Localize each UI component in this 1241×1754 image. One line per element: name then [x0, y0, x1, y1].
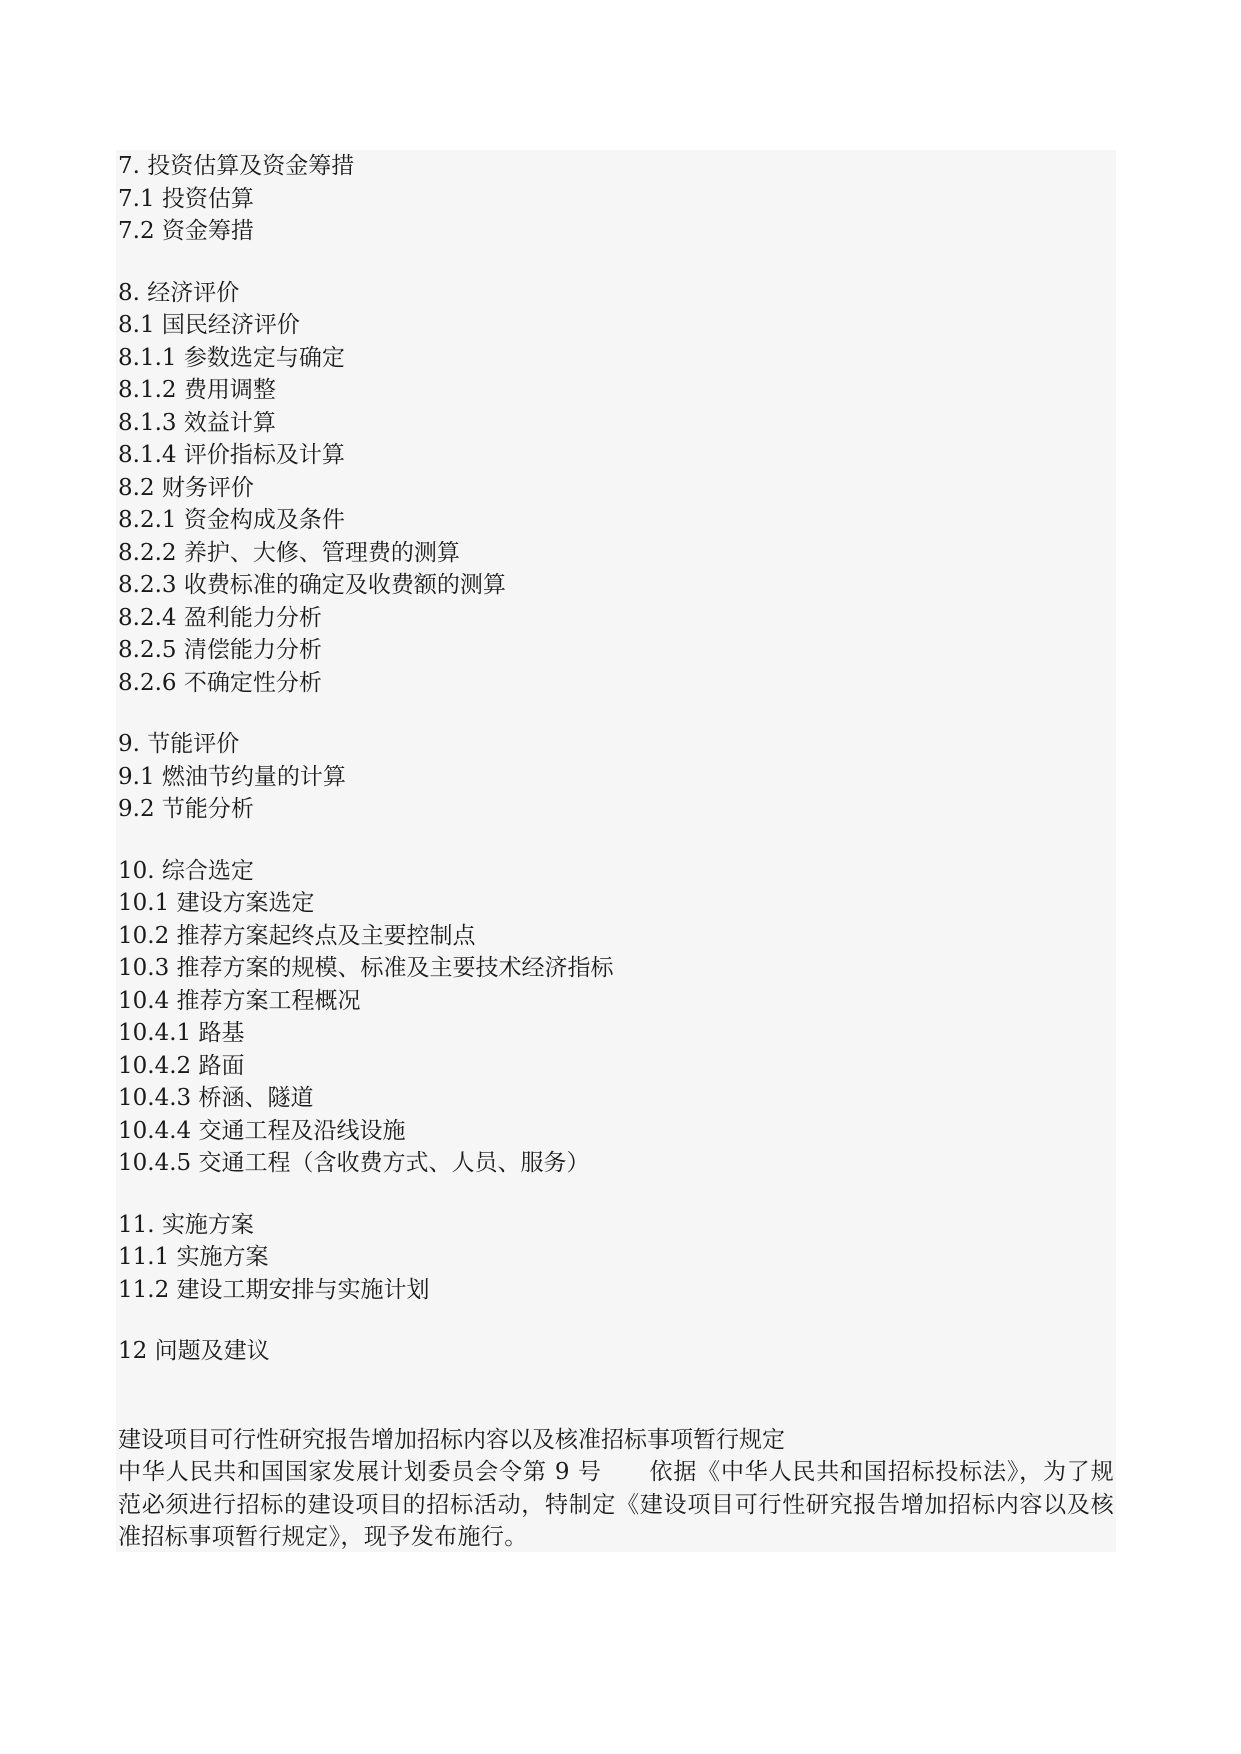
item-11-2: 11.2 建设工期安排与实施计划 — [118, 1276, 430, 1303]
section-7 — [118, 150, 1114, 248]
heading-8: 8. 经济评价 — [118, 279, 240, 306]
section-10 — [118, 855, 1114, 1180]
section-9 — [118, 728, 1114, 826]
item-10-4-3: 10.4.3 桥涵、隧道 — [118, 1085, 314, 1111]
item-10-4-4: 10.4.4 交通工程及沿线设施 — [118, 1117, 406, 1144]
spacer — [118, 1368, 1114, 1424]
item-8-2-6: 8.2.6 不确定性分析 — [118, 669, 322, 696]
item-8-2-1: 8.2.1 资金构成及条件 — [118, 507, 345, 533]
item-7-1: 7.1 投资估算 — [118, 185, 254, 212]
spacer — [118, 1180, 1114, 1209]
spacer — [118, 248, 1114, 277]
item-10-4-5: 10.4.5 交通工程（含收费方式、人员、服务） — [118, 1150, 590, 1176]
item-10-4: 10.4 推荐方案工程概况 — [118, 987, 361, 1014]
item-8-2-5: 8.2.5 清偿能力分析 — [118, 637, 322, 663]
heading-10: 10. 综合选定 — [118, 857, 254, 884]
item-8-2-4: 8.2.4 盈利能力分析 — [118, 604, 322, 631]
section-12 — [118, 1335, 1114, 1368]
item-8-2: 8.2 财务评价 — [118, 474, 254, 501]
regulation-body: 中华人民共和国国家发展计划委员会令第 9 号 依据《中华人民共和国招标投标法》，为了规范必须进行招标的建设项目的招标活动，特制定《建设项目可行性研究报告增加招标内容以及核准招标事项暂行规定》，现予发布施行。 — [118, 1459, 1114, 1550]
item-10-3: 10.3 推荐方案的规模、标准及主要技术经济指标 — [118, 955, 614, 981]
section-8 — [118, 277, 1114, 700]
item-11-1: 11.1 实施方案 — [118, 1244, 269, 1270]
item-10-4-2: 10.4.2 路面 — [118, 1052, 245, 1079]
item-9-2: 9.2 节能分析 — [118, 796, 254, 822]
section-11 — [118, 1209, 1114, 1307]
regulation-block — [118, 1424, 1114, 1554]
item-10-2: 10.2 推荐方案起终点及主要控制点 — [118, 922, 476, 949]
heading-11: 11. 实施方案 — [118, 1211, 254, 1238]
item-8-1: 8.1 国民经济评价 — [118, 312, 300, 338]
item-8-1-2: 8.1.2 费用调整 — [118, 377, 276, 403]
item-10-4-1: 10.4.1 路基 — [118, 1020, 245, 1046]
item-8-1-1: 8.1.1 参数选定与确定 — [118, 344, 345, 371]
item-7-2: 7.2 资金筹措 — [118, 218, 254, 244]
item-10-1: 10.1 建设方案选定 — [118, 890, 315, 916]
regulation-title: 建设项目可行性研究报告增加招标内容以及核准招标事项暂行规定 — [118, 1426, 785, 1453]
item-8-1-3: 8.1.3 效益计算 — [118, 409, 276, 436]
item-8-1-4: 8.1.4 评价指标及计算 — [118, 442, 345, 468]
document-body — [118, 150, 1114, 1554]
item-8-2-3: 8.2.3 收费标准的确定及收费额的测算 — [118, 572, 506, 598]
heading-12: 12 问题及建议 — [118, 1338, 270, 1364]
spacer — [118, 1306, 1114, 1335]
item-9-1: 9.1 燃油节约量的计算 — [118, 763, 346, 790]
spacer — [118, 699, 1114, 728]
item-8-2-2: 8.2.2 养护、大修、管理费的测算 — [118, 539, 460, 566]
heading-9: 9. 节能评价 — [118, 731, 240, 757]
spacer — [118, 826, 1114, 855]
heading-7: 7. 投资估算及资金筹措 — [118, 153, 355, 179]
